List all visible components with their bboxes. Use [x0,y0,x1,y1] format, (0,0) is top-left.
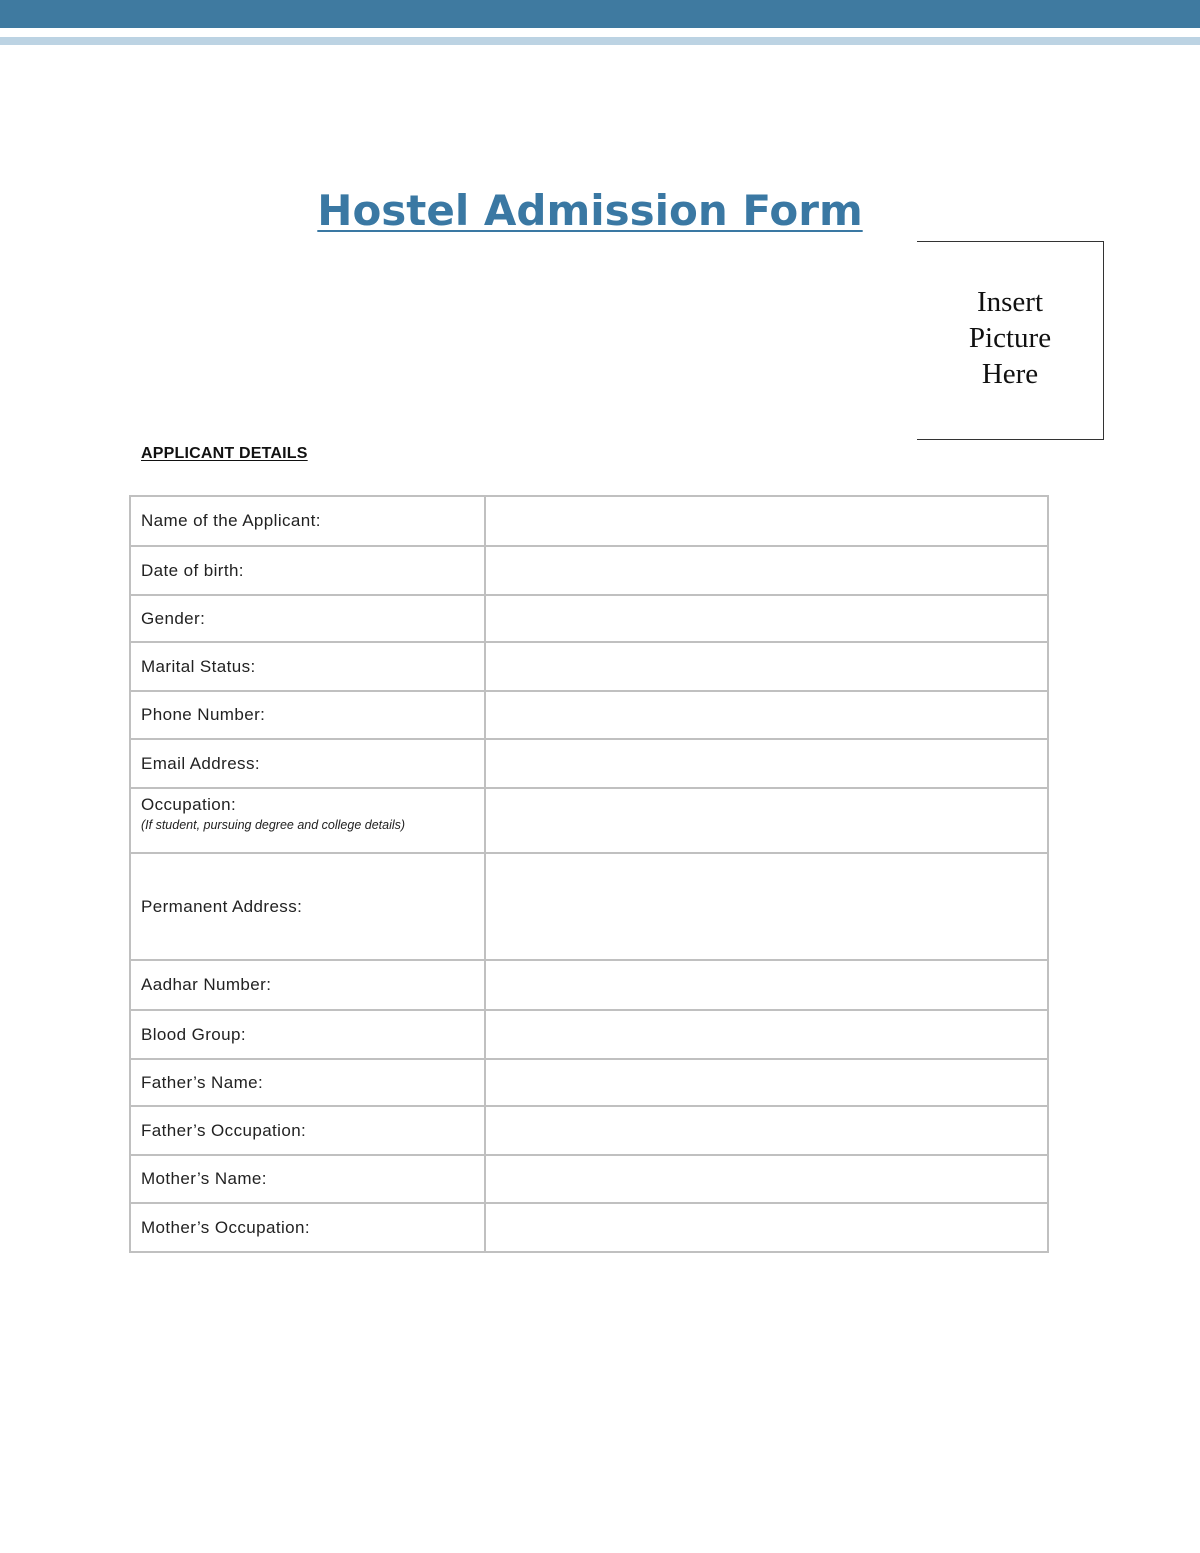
email-address-field[interactable] [485,739,1048,788]
table-row [130,546,1048,595]
field-label-text: Occupation: [141,795,237,814]
table-row [130,1155,1048,1203]
field-label-text: Name of the Applicant: [141,511,321,530]
field-label-text: Mother’s Name: [141,1169,267,1188]
field-label-text: Email Address: [141,753,260,773]
table-row [130,496,1048,546]
field-label-text: Father’s Name: [141,1072,264,1092]
table-row [130,853,1048,960]
photo-placeholder-text: Insert Picture Here [968,286,1052,390]
marital-status-field[interactable] [485,642,1048,691]
table-row [130,1203,1048,1252]
field-label-text: Phone Number: [141,705,266,724]
gender-field[interactable] [485,595,1048,642]
header-band [0,0,1200,28]
date-of-birth-field[interactable] [485,546,1048,595]
field-label-text: Date of birth: [141,560,244,580]
table-row [130,788,1048,853]
field-label [130,1010,485,1059]
table-row [130,960,1048,1010]
table-row [130,595,1048,642]
section-heading-applicant-details: APPLICANT DETAILS [141,445,308,462]
field-label-text: Aadhar Number: [141,975,272,994]
field-label [130,1155,485,1203]
mothers-occupation-field[interactable] [485,1203,1048,1252]
table-row [130,1010,1048,1059]
applicant-name-field[interactable] [485,496,1048,546]
photo-placeholder-box[interactable] [917,241,1104,440]
field-label [130,788,485,853]
field-label [130,739,485,788]
table-row [130,739,1048,788]
occupation-field[interactable] [485,788,1048,853]
blood-group-field[interactable] [485,1010,1048,1059]
applicant-details-table [129,495,1049,1253]
field-label-text: Blood Group: [141,1024,246,1044]
aadhar-number-field[interactable] [485,960,1048,1010]
field-label [130,960,485,1010]
field-label-text: Gender: [141,608,206,628]
fathers-occupation-field[interactable] [485,1106,1048,1155]
field-label [130,1203,485,1252]
table-row [130,1059,1048,1106]
field-label [130,595,485,642]
header-stripe [0,37,1200,45]
table-row [130,642,1048,691]
mothers-name-field[interactable] [485,1155,1048,1203]
field-label [130,496,485,546]
field-label-text: Permanent Address: [141,896,303,916]
field-label [130,691,485,739]
field-label [130,853,485,960]
table-row [130,691,1048,739]
fathers-name-field[interactable] [485,1059,1048,1106]
field-label [130,642,485,691]
field-note-text: (If student, pursuing degree and college details) [141,818,406,832]
field-label [130,1106,485,1155]
field-label-text: Mother’s Occupation: [141,1217,310,1237]
field-label-text: Marital Status: [141,656,256,676]
table-row [130,1106,1048,1155]
field-label [130,546,485,595]
field-label [130,1059,485,1106]
phone-number-field[interactable] [485,691,1048,739]
form-title: Hostel Admission Form [317,186,863,235]
field-label-text: Father’s Occupation: [141,1120,307,1140]
permanent-address-field[interactable] [485,853,1048,960]
